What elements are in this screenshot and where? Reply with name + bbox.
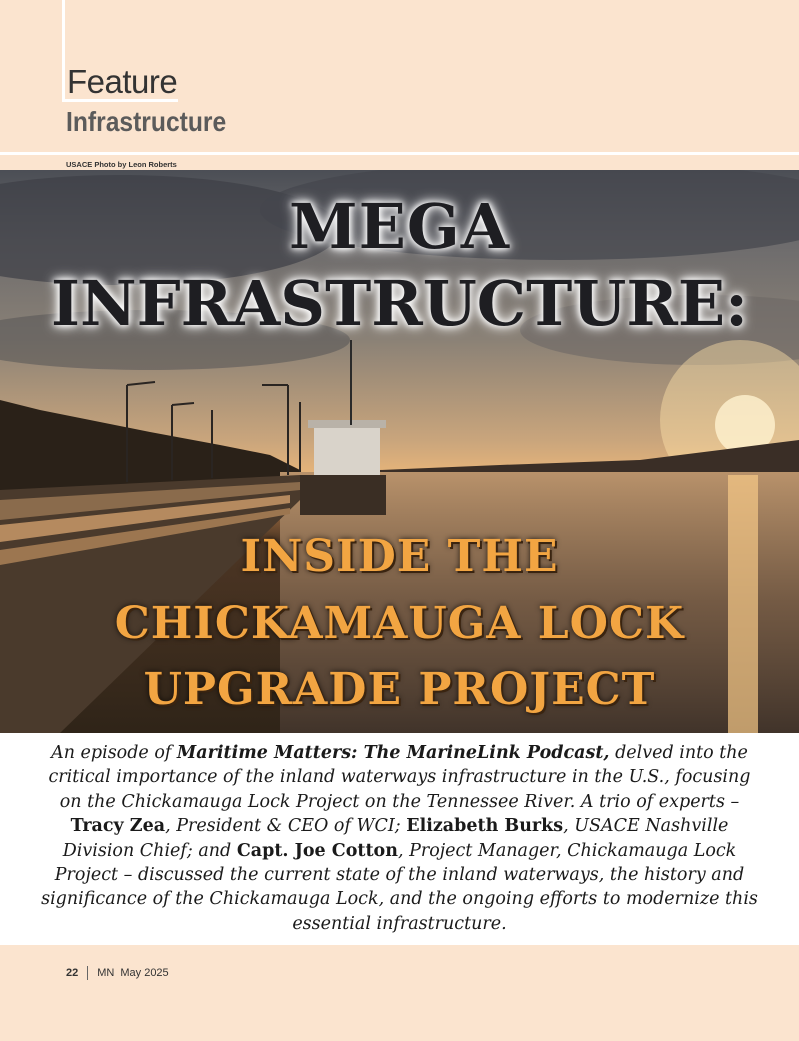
deck-text [40, 741, 759, 936]
headline-line-2: INFRASTRUCTURE: [50, 267, 749, 340]
expert-name-3: Capt. Joe Cotton [236, 840, 398, 861]
subheadline-line-3: UPGRADE PROJECT [143, 664, 656, 715]
deck-body-4: , Project Manager, Chickamauga Lock Project – discussed the current state of the inland waterways, the history and significance of the Chickamauga Lock, and the ongoing efforts to modernize this essential infrastructure. [41, 840, 758, 934]
magazine-name: MN [97, 967, 115, 979]
podcast-title: Maritime Matters: The MarineLink Podcast, [176, 743, 610, 763]
section-label: Feature [67, 63, 178, 100]
photo-credit: USACE Photo by Leon Roberts [66, 160, 177, 169]
page-footer [66, 966, 169, 980]
divider [0, 152, 799, 155]
deck-body-2: , President & CEO of WCI; [165, 816, 407, 837]
expert-name-2: Elizabeth Burks [406, 816, 564, 837]
footer-separator [87, 966, 88, 980]
deck-body-1: delved into the critical importance of the inland waterways infrastructure in the U.S., focusing on the Chickamauga Lock Project on the Tennessee River. A trio of experts – [48, 743, 751, 812]
subsection-label: Infrastructure [66, 106, 227, 137]
deck-intro: An episode of [51, 743, 177, 763]
deck-body-3: , USACE Nashville Division Chief; and [62, 816, 729, 861]
subheadline-line-1: INSIDE THE [240, 531, 559, 582]
headline-line-1: MEGA [289, 190, 510, 263]
expert-name-1: Tracy Zea [70, 816, 166, 837]
deck-panel [0, 733, 799, 945]
page-number: 22 [66, 967, 79, 979]
header-vertical-rule [62, 0, 65, 100]
subheadline-line-2: CHICKAMAUGA LOCK [114, 598, 685, 649]
issue-date: May 2025 [120, 967, 169, 979]
